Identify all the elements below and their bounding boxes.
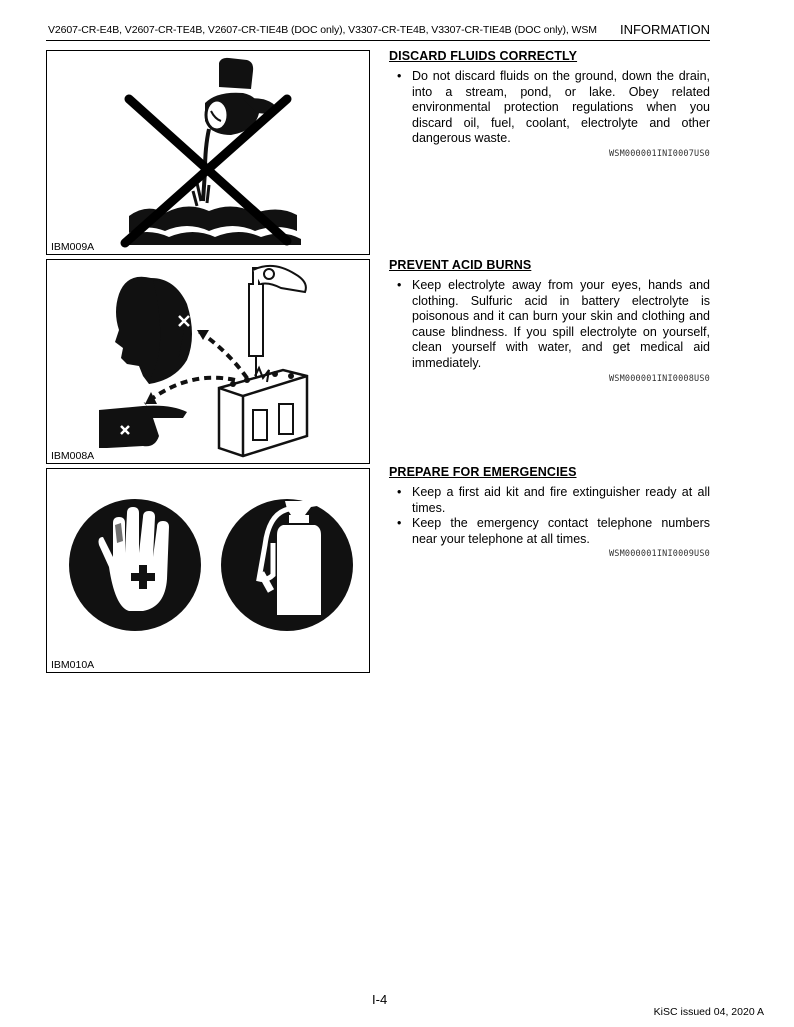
document-code: WSM000001INI0008US0 (608, 373, 710, 384)
acid-burns-illustration (47, 260, 369, 463)
document-code: WSM000001INI0009US0 (608, 549, 710, 560)
list-item: • Do not discard fluids on the ground, down the drain, into a stream, pond, or lake. Obey related environmental protection regulations when you discard oil, fuel, coolant, electrolyte and other dangerous waste. (397, 69, 710, 146)
figure-acid-burns (46, 259, 370, 464)
bullet-list (389, 485, 710, 547)
section-title: DISCARD FLUIDS CORRECTLY (389, 49, 578, 63)
section-emergencies (389, 465, 710, 559)
figure-label: IBM010A (51, 659, 95, 671)
page-header (46, 22, 710, 41)
page-number: I-4 (372, 992, 388, 1007)
figure-emergencies (46, 468, 370, 673)
section-acid-burns (389, 258, 710, 384)
section-title: PREPARE FOR EMERGENCIES (389, 465, 577, 479)
discard-fluids-illustration (47, 51, 369, 254)
figure-label: IBM009A (51, 241, 95, 253)
figure-label: IBM008A (51, 450, 95, 462)
list-item: • Keep the emergency contact telephone numbers near your telephone at all times. (397, 516, 710, 546)
section-title: PREVENT ACID BURNS (389, 258, 532, 272)
list-item: • Keep electrolyte away from your eyes, hands and clothing. Sulfuric acid in battery electrolyte is poisonous and it can burn your skin and clothing and cause blindness. If you spill electrolyte on yourself, clean yourself with water, and get medical aid immediately. (397, 278, 710, 370)
emergency-illustration (47, 469, 369, 672)
section-discard-fluids (389, 49, 710, 159)
issue-info: KiSC issued 04, 2020 A (653, 1006, 764, 1018)
document-code: WSM000001INI0007US0 (608, 148, 710, 159)
list-item: • Keep a first aid kit and fire extinguisher ready at all times. (397, 485, 710, 515)
bullet-list (389, 278, 710, 372)
figure-discard-fluids (46, 50, 370, 255)
section-name: INFORMATION (619, 22, 710, 37)
model-list: V2607-CR-E4B, V2607-CR-TE4B, V2607-CR-TIE4B (DOC only), V3307-CR-TE4B, V3307-CR-TIE4B (DOC only), WSM (48, 24, 597, 36)
bullet-list (389, 69, 710, 147)
